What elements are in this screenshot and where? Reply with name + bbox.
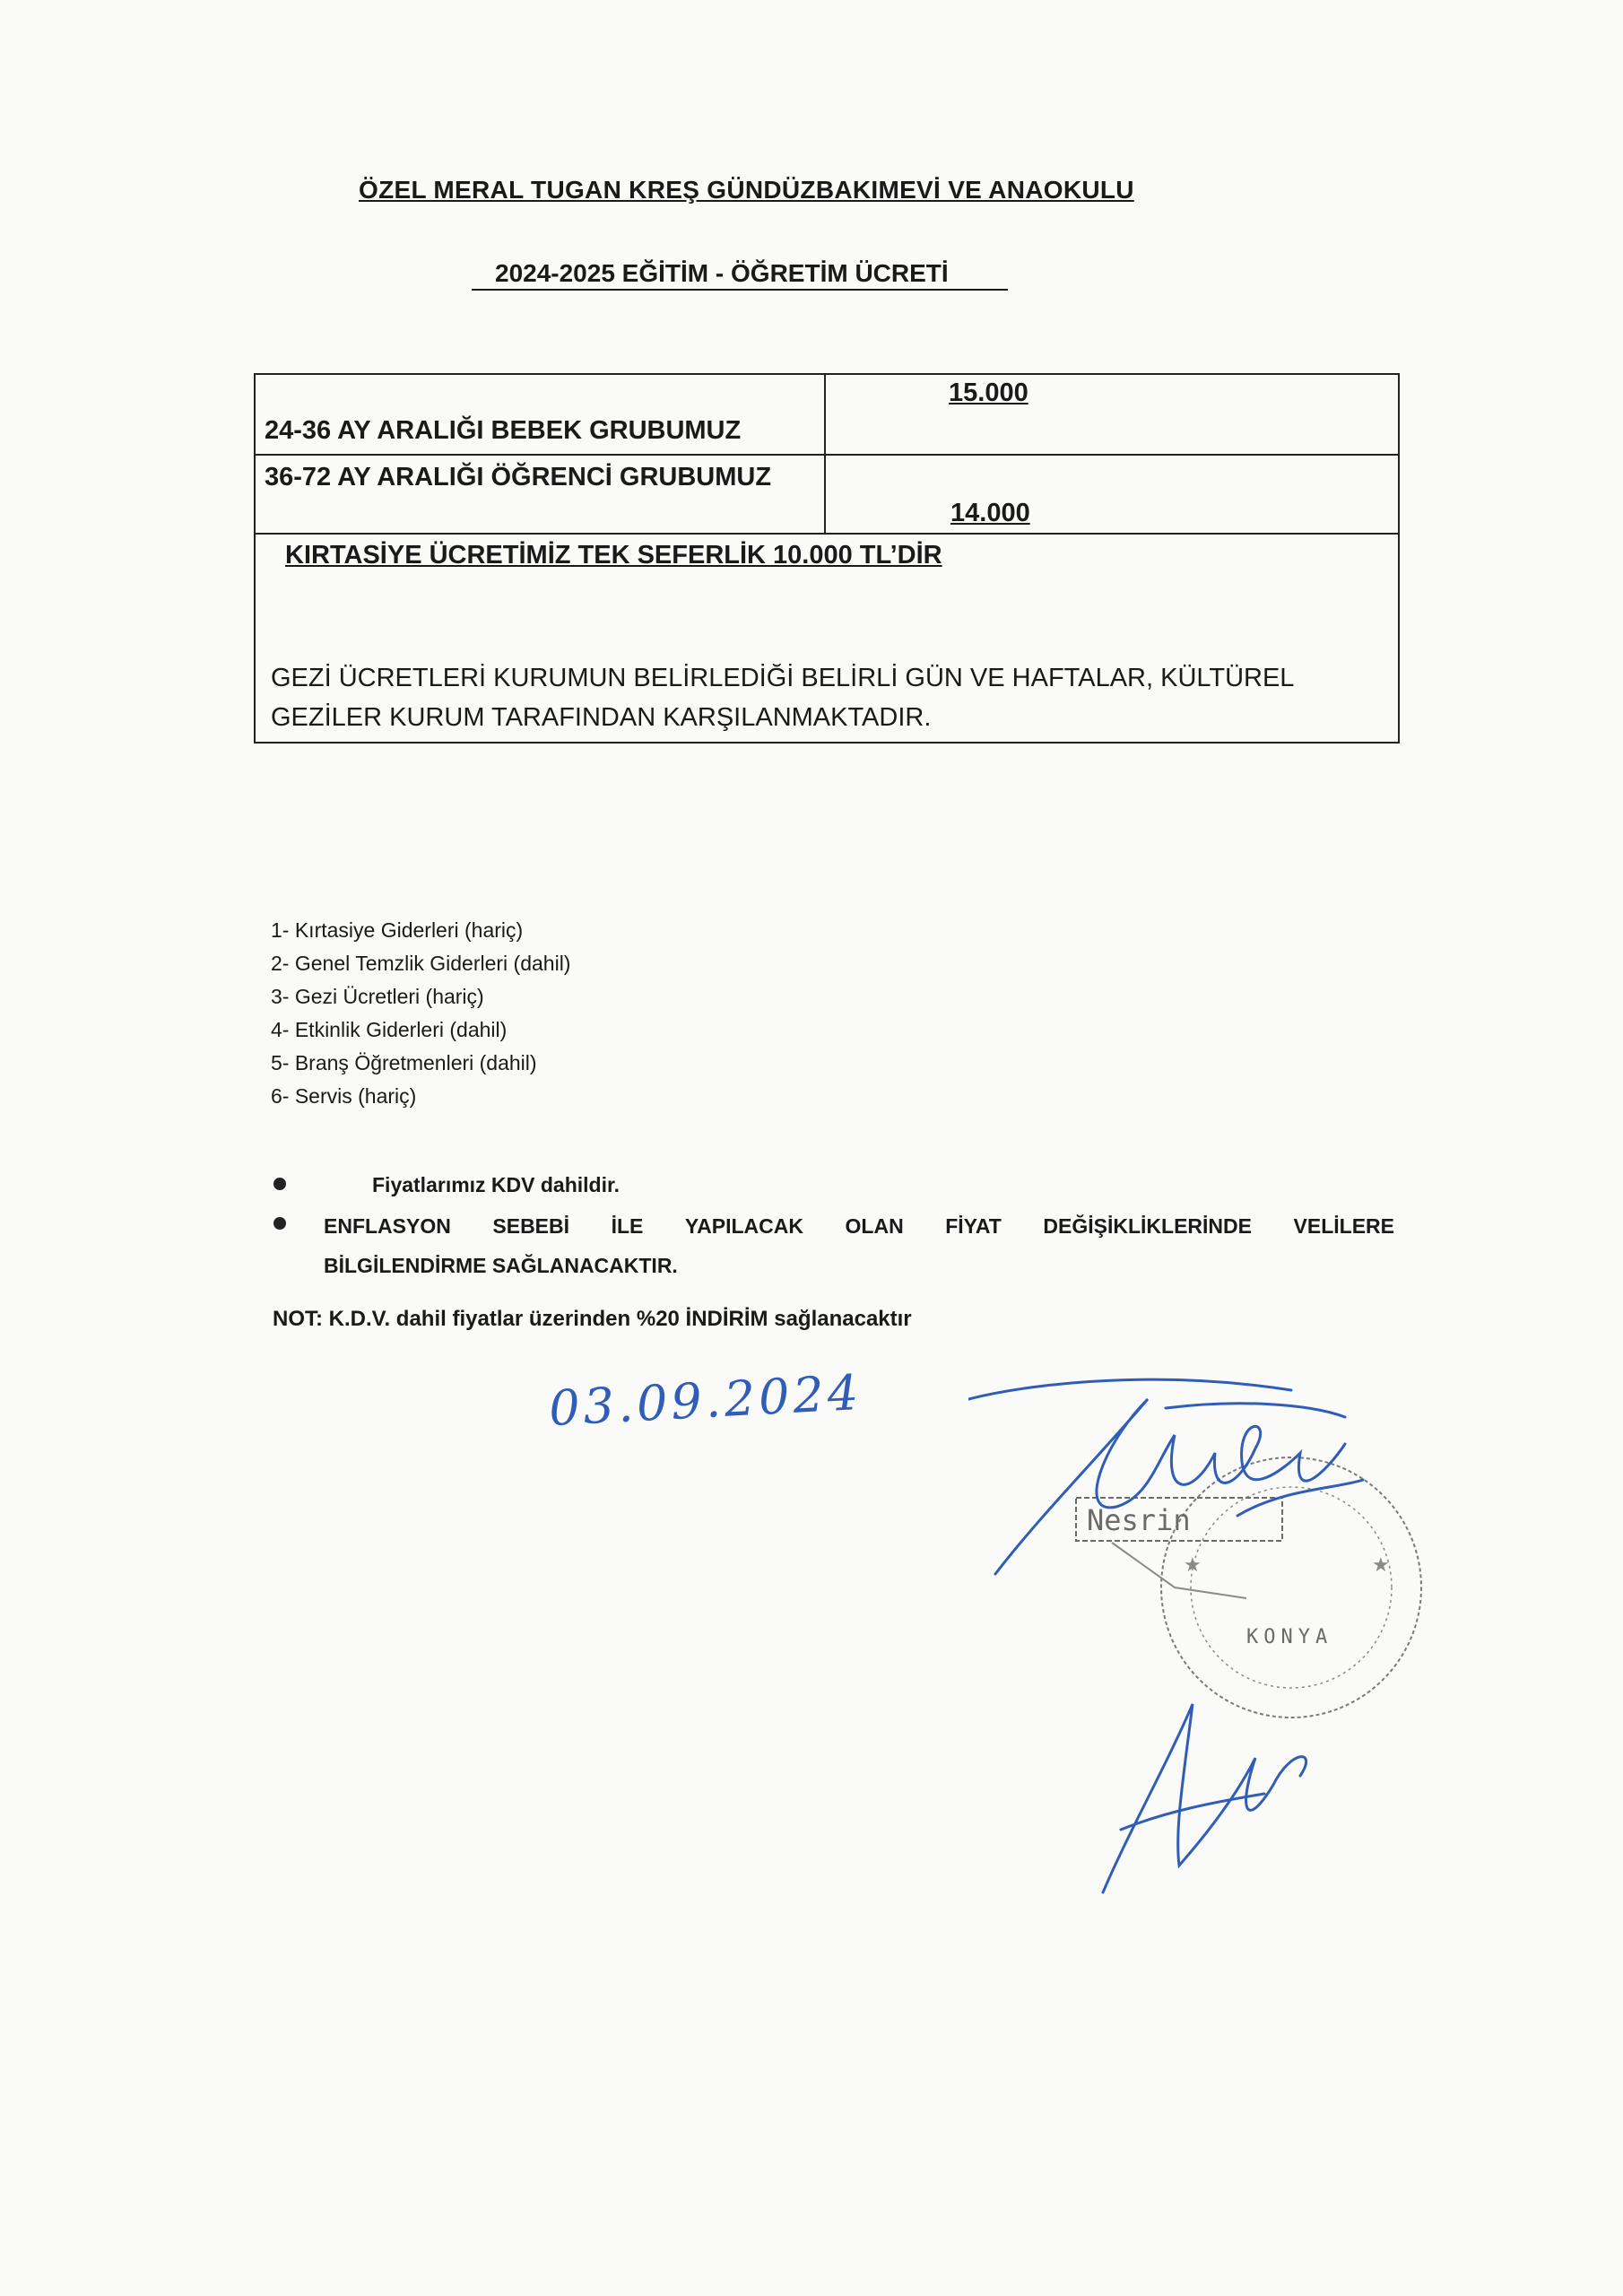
handwritten-date: 03.09.2024 — [547, 1363, 864, 1438]
list-item: 1- Kırtasiye Giderleri (hariç) — [271, 918, 524, 942]
signature-lower — [1103, 1704, 1306, 1892]
list-item: 2- Genel Temzlik Giderleri (dahil) — [271, 952, 571, 975]
discount-note: NOT: K.D.V. dahil fiyatlar üzerinden %20 İNDİRİM sağlanacaktır — [273, 1307, 912, 1331]
word: YAPILACAK — [684, 1214, 803, 1238]
word: VELİLERE — [1293, 1214, 1394, 1238]
stamp-seal — [1076, 1457, 1421, 1718]
fees-table — [254, 373, 1400, 744]
bullet-text: Fiyatlarımız KDV dahildir. — [372, 1173, 621, 1196]
svg-text:★: ★ — [1372, 1554, 1390, 1577]
word: FİYAT — [945, 1214, 1002, 1238]
word: SEBEBİ — [492, 1214, 570, 1238]
document-subtitle: 2024-2025 EĞİTİM - ÖĞRETİM ÜCRETİ — [472, 259, 1008, 291]
list-item: 6- Servis (hariç) — [271, 1084, 417, 1108]
fee-row-price: 14.000 — [950, 499, 1030, 527]
stationery-fee-note: KIRTASİYE ÜCRETİMİZ TEK SEFERLİK 10.000 TL’DİR — [285, 541, 942, 570]
expense-list — [271, 914, 570, 1113]
fee-row-price: 15.000 — [949, 378, 1028, 407]
word: ENFLASYON — [324, 1214, 451, 1238]
signature-upper — [968, 1379, 1363, 1574]
word: OLAN — [845, 1214, 904, 1238]
trip-note-line: GEZİLER KURUM TARAFINDAN KARŞILANMAKTADIR. — [271, 703, 932, 732]
svg-text:★: ★ — [1184, 1554, 1202, 1577]
table-row-divider — [256, 454, 1398, 456]
word: İLE — [611, 1214, 644, 1238]
bullet-text-line — [324, 1206, 1394, 1246]
trip-note-line: GEZİ ÜCRETLERİ KURUMUN BELİRLEDİĞİ BELİRLİ GÜN VE HAFTALAR, KÜLTÜREL — [271, 664, 1295, 692]
signature-stamp-area — [968, 1363, 1435, 1919]
trip-fee-note — [271, 658, 1383, 737]
signature-stamp-graphic — [968, 1363, 1435, 1919]
word: DEĞİŞİKLİKLERİNDE — [1043, 1214, 1252, 1238]
bullet-item — [273, 1206, 1394, 1285]
fee-row-label: 36-72 AY ARALIĞI ÖĞRENCİ GRUBUMUZ — [265, 463, 772, 491]
bullet-notes — [273, 1169, 1394, 1285]
fee-row-label: 24-36 AY ARALIĞI BEBEK GRUBUMUZ — [265, 416, 742, 445]
document-title: ÖZEL MERAL TUGAN KREŞ GÜNDÜZBAKIMEVİ VE ANAOKULU — [359, 176, 1134, 204]
stamp-city-text: KONYA — [1246, 1626, 1333, 1648]
list-item: 5- Branş Öğretmenleri (dahil) — [271, 1051, 537, 1074]
bullet-text-line: BİLGİLENDİRME SAĞLANACAKTIR. — [324, 1254, 678, 1277]
table-row-divider — [256, 533, 1398, 535]
bullet-icon — [273, 1217, 286, 1230]
list-item: 4- Etkinlik Giderleri (dahil) — [271, 1018, 508, 1041]
bullet-item — [273, 1169, 1394, 1201]
list-item: 3- Gezi Ücretleri (hariç) — [271, 985, 484, 1008]
stamp-name-text: Nesrin — [1087, 1503, 1191, 1537]
bullet-icon — [273, 1178, 286, 1190]
bullet-text — [324, 1206, 1394, 1285]
